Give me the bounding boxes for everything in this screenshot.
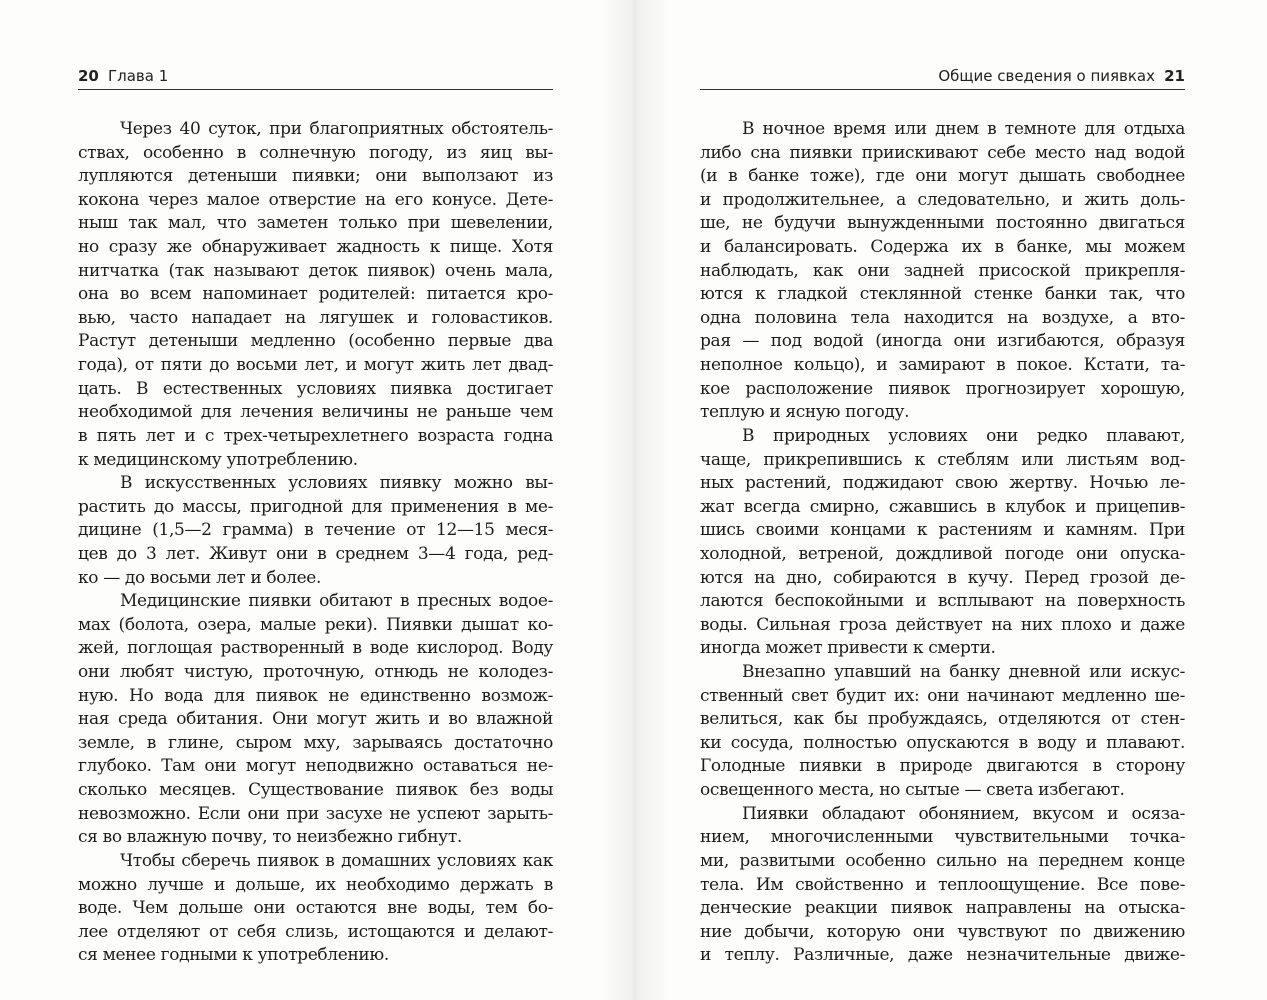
text-line: и продолжительнее, а следовательно, и жить доль- xyxy=(700,189,1185,210)
text-line: сколько месяцев. Существование пиявок без воды xyxy=(78,780,553,801)
text-line: освещенного места, но сытые — света избегают. xyxy=(700,780,1125,801)
text-line: ко — до восьми лет и более. xyxy=(78,567,322,588)
text-line: ются на дно, собираются в кучу. Перед грозой де- xyxy=(700,567,1185,588)
text-line: шись своими концами к растениям и камням. При xyxy=(700,520,1185,541)
text-line: но сразу же обнаруживает жадность к пище. Хотя xyxy=(78,237,553,258)
text-line: кое расположение пиявок прогнозирует хорошую, xyxy=(700,378,1185,399)
text-line: лупляются детеныши пиявки; они выползают из xyxy=(78,166,553,187)
text-line: цать. В естественных условиях пиявка достигает xyxy=(78,378,553,399)
text-line: лаются беспокойными и всплывают на поверхность xyxy=(700,591,1185,612)
left-running-head: Глава 1 xyxy=(108,67,169,85)
text-line: Через 40 суток, при благоприятных обстоятель- xyxy=(120,119,553,139)
text-line: Растут детеныши медленно (особенно первые два xyxy=(78,331,553,352)
right-page-body xyxy=(700,118,1185,968)
text-line: холодной, ветреной, дождливой погоде они опуска- xyxy=(700,543,1185,564)
text-line: (и в банке тоже), где они могут дышать свободнее xyxy=(700,166,1185,187)
text-line: ние добычи, которую они чувствуют по движению xyxy=(700,921,1185,942)
text-line: ся во влажную почву, то неизбежно гибнут. xyxy=(78,827,462,848)
text-line: можно лучше и дольше, их необходимо держать в xyxy=(78,874,553,895)
text-line: В природных условиях они редко плавают, xyxy=(742,425,1185,446)
text-line: Голодные пиявки в природе двигаются в сторону xyxy=(700,756,1185,777)
left-page-header xyxy=(78,65,553,90)
text-line: Медицинские пиявки обитают в пресных водое- xyxy=(120,591,553,612)
text-line: нием, многочисленными чувствительными точка- xyxy=(700,827,1185,848)
text-line: В ночное время или днем в темноте для отдыха xyxy=(742,119,1185,139)
right-page-header xyxy=(700,65,1185,90)
text-line: земле, в глине, сыром мху, зарываясь достаточно xyxy=(78,732,553,753)
text-line: ную. Но вода для пиявок не единственно возмож- xyxy=(78,685,553,706)
text-line: чаще, прикрепившись к стеблям или листьям вод- xyxy=(700,449,1185,470)
text-line: ныш так мал, что заметен только при шевелении, xyxy=(78,213,553,234)
left-page-number: 20 xyxy=(78,67,99,85)
text-line: растить до массы, пригодной для применения в ме- xyxy=(78,496,553,517)
text-line: кокона через малое отверстие на его конусе. Дете- xyxy=(78,189,553,210)
text-line: глубоко. Там они могут неподвижно оставаться не- xyxy=(78,756,553,777)
text-line: ки сосуда, полностью опускаются в воду и плавают. xyxy=(700,732,1185,753)
text-line: и теплу. Различные, даже незначительные движе- xyxy=(700,945,1185,966)
text-line: теплую и ясную погоду. xyxy=(700,402,910,423)
text-line: ная среда обитания. Они могут жить и во влажной xyxy=(78,709,553,730)
text-line: она во всем напоминает родителей: питается кро- xyxy=(78,284,553,305)
right-page-number: 21 xyxy=(1164,67,1185,85)
text-line: к медицинскому употреблению. xyxy=(78,449,358,470)
text-line: либо сна пиявки приискивают себе место над водой xyxy=(700,142,1185,163)
text-line: Внезапно упавший на банку дневной или искус- xyxy=(742,662,1185,683)
text-line: рая — под водой (иногда они изгибаются, образуя xyxy=(700,331,1185,352)
text-line: денческие реакции пиявок направлены на отыска- xyxy=(700,898,1185,919)
text-line: наблюдать, как они задней присоской прикрепля- xyxy=(700,260,1185,281)
text-line: В искусственных условиях пиявку можно вы- xyxy=(120,473,553,494)
text-line: ся менее годными к употреблению. xyxy=(78,945,389,966)
text-line: ются к гладкой стеклянной стенке банки так, что xyxy=(700,284,1185,305)
text-line: одна половина тела находится на воздухе, а вто- xyxy=(700,307,1185,328)
text-line: они любят чистую, проточную, отнюдь не колодез- xyxy=(78,662,553,683)
text-line: вью, часто нападает на лягушек и головастиков. xyxy=(78,307,553,328)
text-line: лее отделяют от себя слизь, истощаются и делают- xyxy=(78,921,553,942)
text-line: воды. Сильная гроза действует на них плохо и даже xyxy=(700,614,1185,635)
book-gutter xyxy=(600,0,670,1000)
text-line: ше, не будучи вынужденными постоянно двигаться xyxy=(700,213,1185,234)
text-line: в пять лет и с трех-четырехлетнего возраста годна xyxy=(78,425,553,446)
text-line: иногда может привести к смерти. xyxy=(700,638,996,659)
text-line: тела. Им свойственно и теплоощущение. Все пове- xyxy=(700,874,1185,895)
text-line: воде. Чем дольше они остаются вне воды, тем бо- xyxy=(78,898,553,919)
text-line: ствах, особенно в солнечную погоду, из яиц вы- xyxy=(78,142,553,163)
text-line: неполное кольцо), и замирают в покое. Кстати, та- xyxy=(700,355,1185,376)
right-running-head: Общие сведения о пиявках xyxy=(938,67,1155,85)
text-line: года), от пяти до восьми лет, и могут жить лет двад- xyxy=(78,355,553,376)
text-line: Чтобы сберечь пиявок в домашних условиях как xyxy=(120,850,553,871)
text-line: Пиявки обладают обонянием, вкусом и осяза- xyxy=(742,803,1185,824)
text-line: дицине (1,5—2 грамма) в течение от 12—15 меся- xyxy=(78,520,553,541)
text-line: и балансировать. Содержа их в банке, мы можем xyxy=(700,237,1185,258)
text-line: ных растений, поджидают свою жертву. Ночью ле- xyxy=(700,473,1185,494)
text-line: мах (болота, озера, малые реки). Пиявки дышат ко- xyxy=(78,614,553,635)
text-line: ми, развитыми особенно сильно на переднем конце xyxy=(700,850,1185,871)
text-line: невозможно. Если они при засухе не успеют зарыть- xyxy=(78,803,553,824)
text-line: нитчатка (так называют деток пиявок) очень мала, xyxy=(78,260,553,281)
text-line: необходимой для лечения величины не раньше чем xyxy=(78,402,553,423)
left-page-body xyxy=(78,118,553,968)
text-line: жей, поглощая растворенный в воде кислород. Воду xyxy=(78,638,553,659)
text-line: жат всегда смирно, сжавшись в клубок и прицепив- xyxy=(700,496,1185,517)
text-line: велиться, как бы пробуждаясь, отделяются от стен- xyxy=(700,709,1185,730)
text-line: ственный свет будит их: они начинают медленно ше- xyxy=(700,685,1185,706)
text-line: цев до 3 лет. Живут они в среднем 3—4 года, ред- xyxy=(78,543,553,564)
